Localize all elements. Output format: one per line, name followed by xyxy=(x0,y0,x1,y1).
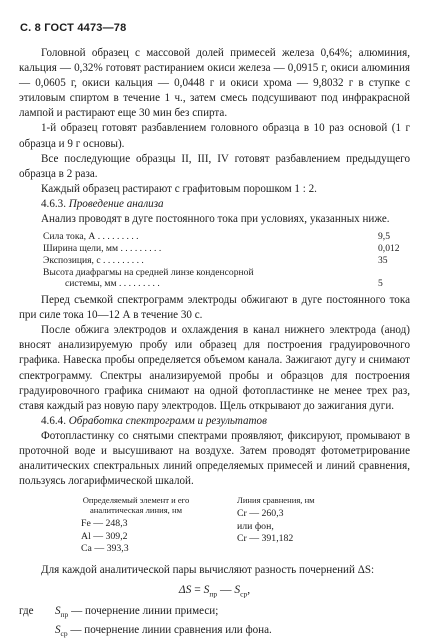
legend-line: где $S_{пр}$ — почернение линии примеси; xyxy=(19,605,219,620)
paragraph-head-sample: Головной образец с массовой долей примесей железа 0,64%; алюминия, кальция — 0,32% готовят растиранием окиси железа — 0,0915 г, окиси алюминия — 0,0605 г, окиси кальция — 0,0448 г и окиси хрома — 9,8032 г в ступке с этиловым спиртом в течение 1 ч., затем смесь подсушивают под инфракрасной лампой и растирают еще 30 мин без спирта. xyxy=(19,47,410,120)
paragraph-samples-next: Все последующие образцы II, III, IV готовят разбавлением предыдущего образца в 2 раза. xyxy=(19,152,410,180)
table-cell: Ca — 393,3 xyxy=(81,542,129,554)
comparison-lines-column xyxy=(219,495,387,555)
page-header: С. 8 ГОСТ 4473—78 xyxy=(20,22,127,34)
condition-value: 0,012 xyxy=(378,242,400,254)
condition-label: Экспозиция, с . . . . . . . . . xyxy=(43,254,144,266)
paragraph-analysis-conditions: Анализ проводят в дуге постоянного тока при условиях, указанных ниже. xyxy=(41,213,390,226)
condition-label: Высота диафрагмы на средней линзе конденсорной xyxy=(43,266,254,278)
condition-row xyxy=(43,267,406,291)
paragraph-delta-s: Для каждой аналитической пары вычисляют разность почернений ΔS: xyxy=(41,563,375,576)
column-header: Линия сравнения, нм xyxy=(237,495,315,506)
section-title: Обработка спектрограмм и результатов xyxy=(68,414,267,427)
delta-s-formula: $\Delta S = S_{пр}$ — $S_{ср}$, xyxy=(178,584,251,599)
condition-label-cont: системы, мм . . . . . . . . . xyxy=(65,278,160,290)
condition-value: 5 xyxy=(378,278,383,290)
table-cell: или фон, xyxy=(237,520,274,532)
condition-row xyxy=(43,231,406,243)
column-header: Определяемый элемент и его аналитическая линия, нм xyxy=(82,495,190,516)
condition-label: Ширина щели, мм . . . . . . . . . xyxy=(43,242,162,254)
formula-legend xyxy=(19,604,410,640)
condition-row xyxy=(43,255,406,267)
table-cell: Cr — 391,182 xyxy=(237,532,294,544)
section-4-6-4-heading xyxy=(19,414,410,429)
paragraph-sample-1: 1-й образец готовят разбавлением головного образца в 10 раз основой (1 г образца и 9 г основы). xyxy=(19,122,410,150)
analytical-lines-column xyxy=(19,495,219,555)
paragraph-spectrogram-procedure: После обжига электродов и охлаждения в канал нижнего электрода (анод) вносят анализируемую пробу или образец для построения градуировочного графика. Навеска пробы определяется объемом канала. Зажигают дугу и снимают спектрограмму. Спектры анализируемой пробы и образцов для построения градуировочного графика снимают на одной фотопластинке не менее трех раз, ставя каждый раз новую пару электродов. Щель открывают до зажигания дуги. xyxy=(19,324,410,412)
condition-row xyxy=(43,243,406,255)
condition-value: 9,5 xyxy=(378,231,390,243)
paragraph-electrode-burn: Перед съемкой спектрограмм электроды обжигают в дуге постоянного тока при силе тока 10—12 А в течение 30 с. xyxy=(19,294,410,322)
condition-value: 35 xyxy=(378,254,388,266)
legend-line: $S_{ср}$ — почернение линии сравнения или фона. xyxy=(55,623,272,638)
table-cell: Fe — 248,3 xyxy=(81,518,128,530)
section-4-6-3-heading xyxy=(19,197,410,212)
table-cell: Cr — 260,3 xyxy=(237,508,284,520)
section-number: 4.6.4. xyxy=(41,414,66,427)
section-number: 4.6.3. xyxy=(41,197,66,210)
section-title: Проведение анализа xyxy=(68,197,164,210)
table-cell: Al — 309,2 xyxy=(81,530,128,542)
paragraph-graphite: Каждый образец растирают с графитовым порошком 1 : 2. xyxy=(41,182,317,195)
spectral-lines-table xyxy=(19,495,410,555)
paragraph-photoplate: Фотопластинку со снятыми спектрами проявляют, фиксируют, промывают в проточной воде и высушивают на воздухе. Затем проводят фотометрирование аналитических спектральных линий определяемых примесей и линий сравнения, пользуясь логарифмической шкалой. xyxy=(19,429,410,488)
condition-label: Сила тока, А . . . . . . . . . xyxy=(43,231,139,243)
conditions-list xyxy=(43,231,410,290)
